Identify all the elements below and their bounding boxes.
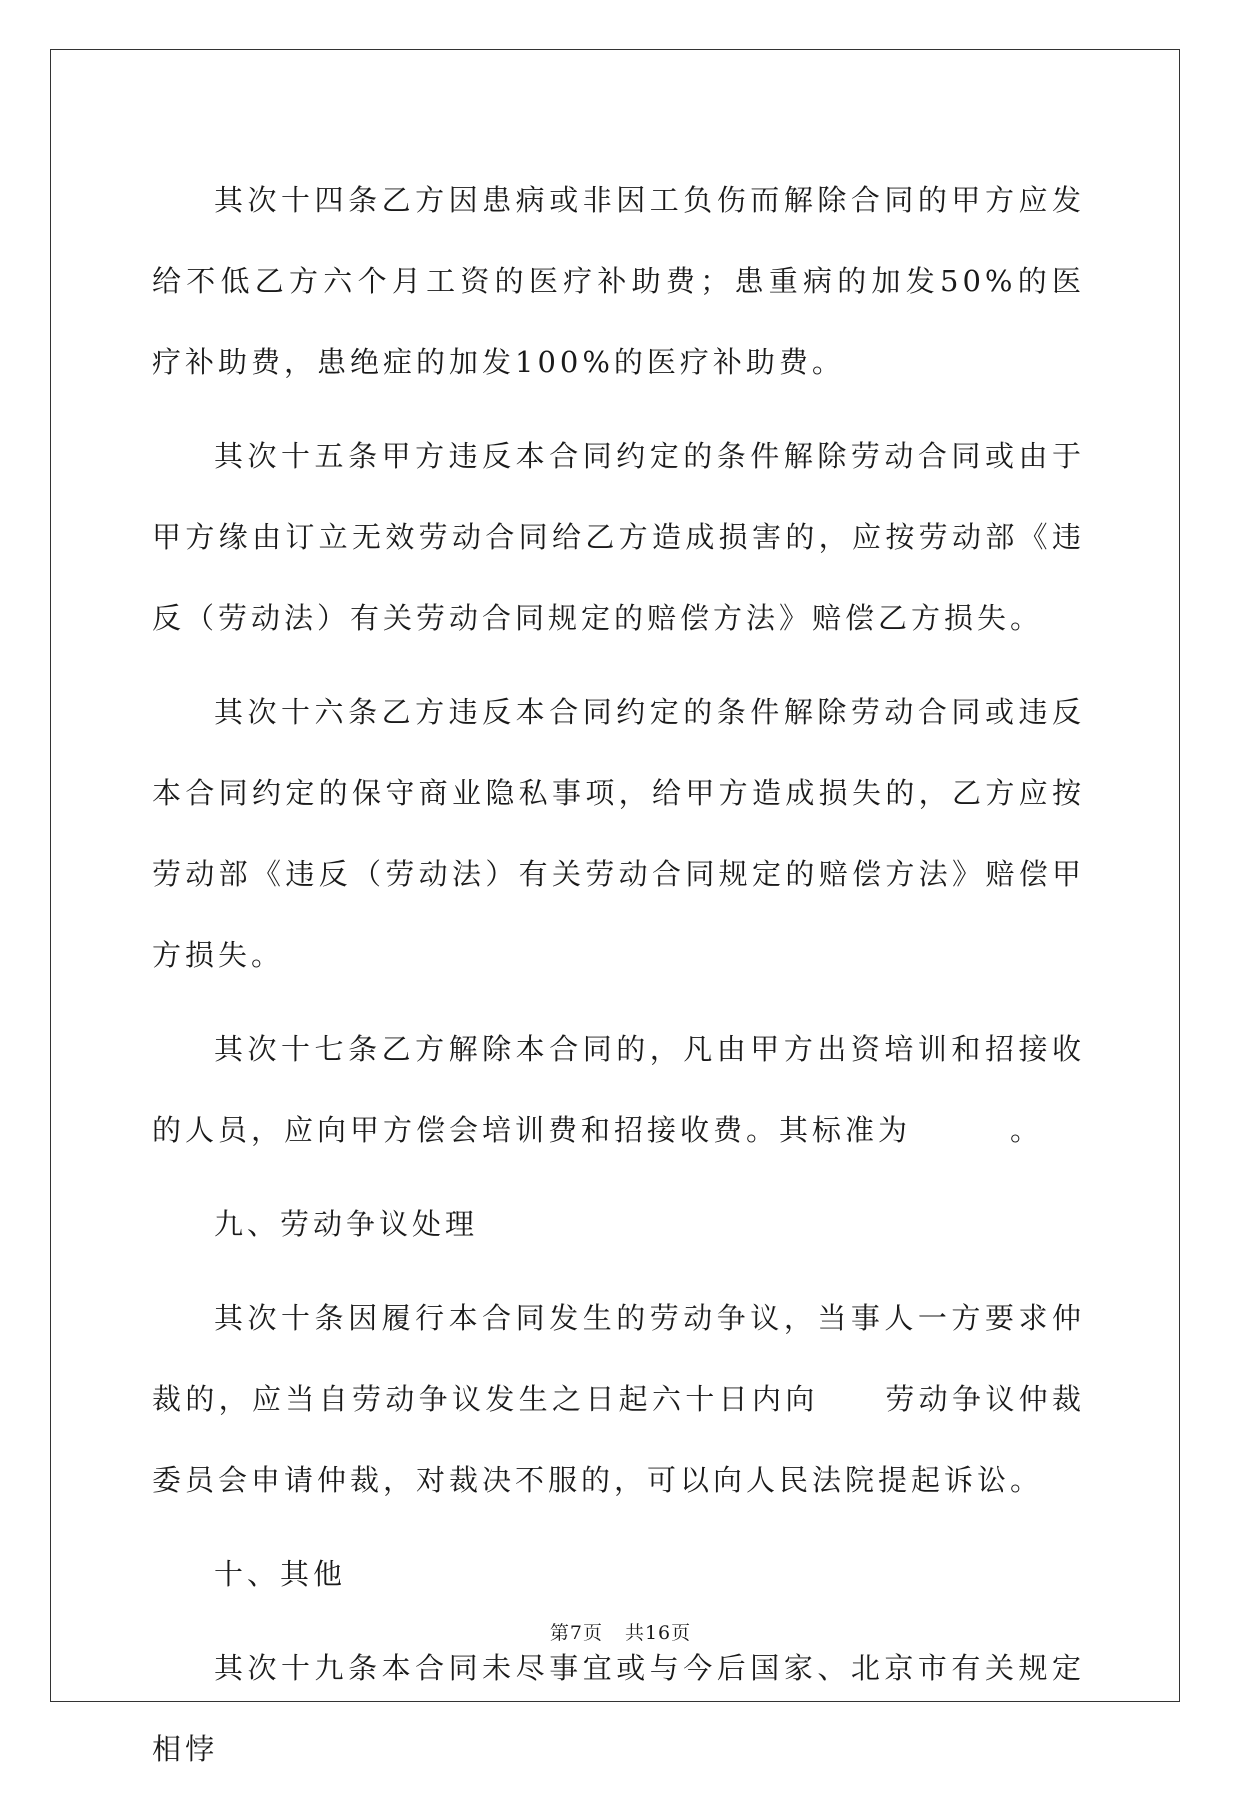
section-heading-labor-dispute: 九、劳动争议处理	[214, 1207, 479, 1241]
clause-29: 其次十九条本合同未尽事宜或与今后国家、北京市有关规定相悖	[152, 1651, 1085, 1766]
page-footer	[0, 1618, 1241, 1645]
clause-26: 其次十六条乙方违反本合同约定的条件解除劳动合同或违反本合同约定的保守商业隐私事项，给甲方造成损失的，乙方应按劳动部《违反（劳动法）有关劳动合同规定的赔偿方法》赔偿甲方损失。	[152, 695, 1085, 972]
page-total: 共16页	[624, 1622, 692, 1644]
clause-20: 其次十条因履行本合同发生的劳动争议，当事人一方要求仲裁的，应当自劳动争议发生之日起六十日内向 劳动争议仲裁委员会申请仲裁，对裁决不服的，可以向人民法院提起诉讼。	[152, 1301, 1085, 1497]
clause-25: 其次十五条甲方违反本合同约定的条件解除劳动合同或由于甲方缘由订立无效劳动合同给乙方造成损害的，应按劳动部《违反（劳动法）有关劳动合同规定的赔偿方法》赔偿乙方损失。	[152, 439, 1085, 635]
page-number: 第7页	[549, 1622, 603, 1644]
clause-27: 其次十七条乙方解除本合同的，凡由甲方出资培训和招接收的人员，应向甲方偿会培训费和招接收费。其标准为 。	[152, 1032, 1085, 1147]
section-heading-other: 十、其他	[214, 1557, 347, 1591]
clause-24: 其次十四条乙方因患病或非因工负伤而解除合同的甲方应发给不低乙方六个月工资的医疗补助费；患重病的加发50%的医疗补助费，患绝症的加发100%的医疗补助费。	[152, 183, 1085, 379]
document-body	[152, 160, 1085, 1803]
